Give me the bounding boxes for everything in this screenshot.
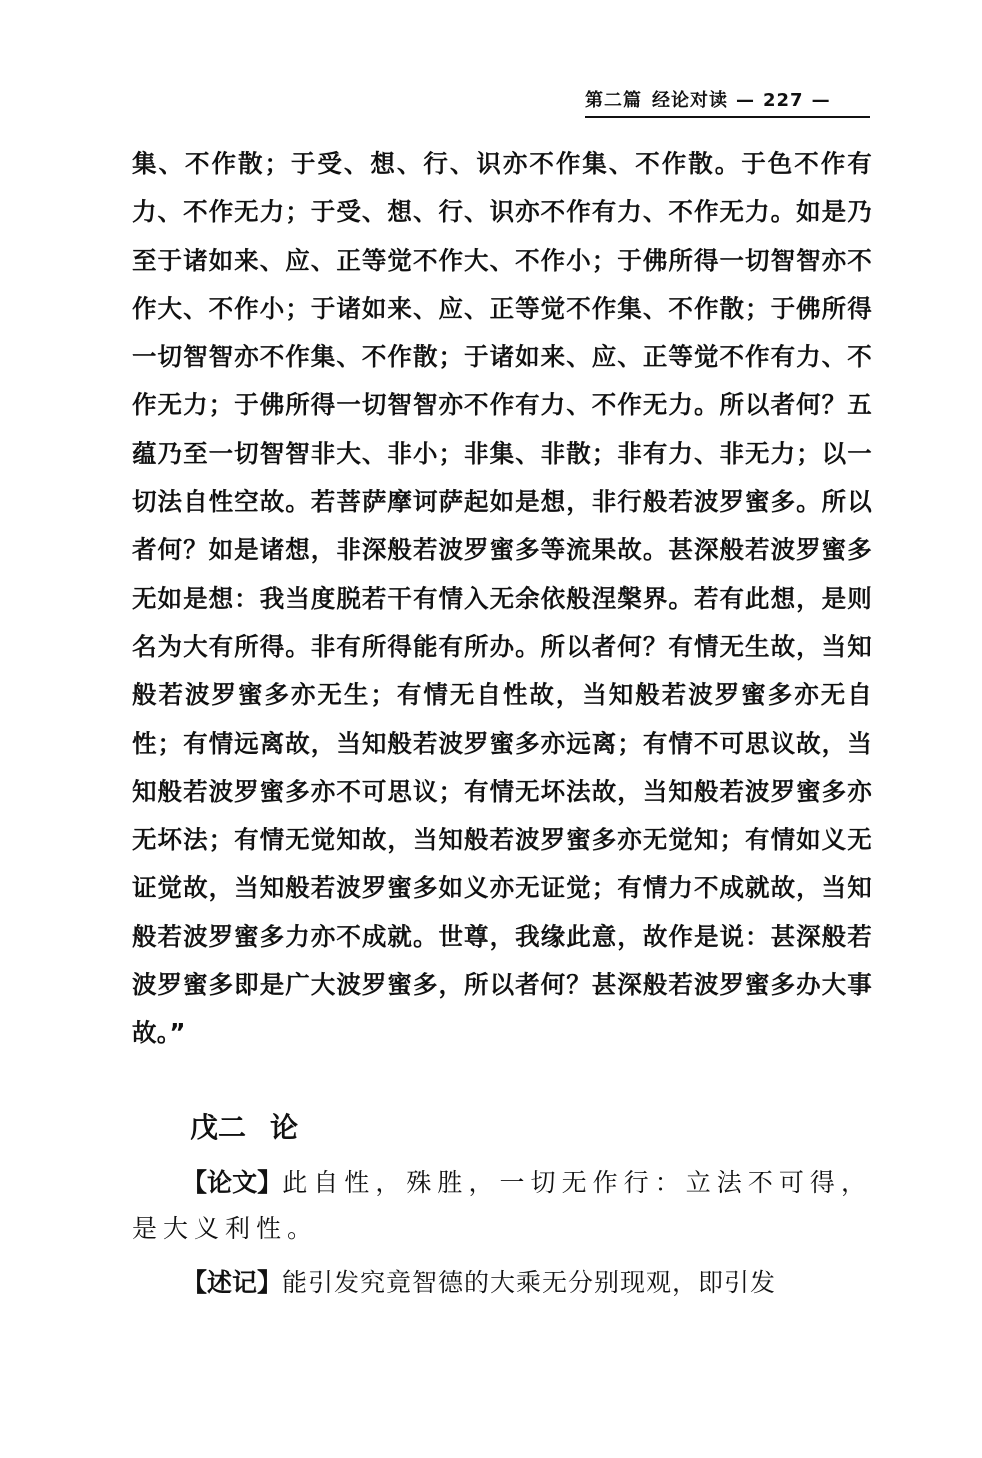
treatise-bracket-label: 【论文】 bbox=[182, 1168, 283, 1197]
treatise-paragraph bbox=[132, 1160, 872, 1252]
header-rule bbox=[585, 116, 870, 118]
commentary-paragraph bbox=[132, 1260, 872, 1306]
section-label: 戊二 bbox=[190, 1111, 247, 1144]
header-part: 第二篇 bbox=[585, 90, 642, 111]
header-dash-right: — bbox=[811, 90, 831, 111]
header-section-title: 经论对读 bbox=[652, 90, 728, 111]
sutra-paragraph: 集、不作散；于受、想、行、识亦不作集、不作散。于色不作有力、不作无力；于受、想、行、识亦不作有力、不作无力。如是乃至于诸如来、应、正等觉不作大、不作小；于佛所得一切智智亦不作大、不作小；于诸如来、应、正等觉不作集、不作散；于佛所得一切智智亦不作集、不作散；于诸如来、应、正等觉不作有力、不作无力；于佛所得一切智智亦不作有力、不作无力。所以者何？五蕴乃至一切智智非大、非小；非集、非散；非有力、非无力；以一切法自性空故。若菩萨摩诃萨起如是想，非行般若波罗蜜多。所以者何？如是诸想，非深般若波罗蜜多等流果故。甚深般若波罗蜜多无如是想：我当度脱若干有情入无余依般涅槃界。若有此想，是则名为大有所得。非有所得能有所办。所以者何？有情无生故，当知般若波罗蜜多亦无生；有情无自性故，当知般若波罗蜜多亦无自性；有情远离故，当知般若波罗蜜多亦远离；有情不可思议故，当知般若波罗蜜多亦不可思议；有情无坏法故，当知般若波罗蜜多亦无坏法；有情无觉知故，当知般若波罗蜜多亦无觉知；有情如义无证觉故，当知般若波罗蜜多如义亦无证觉；有情力不成就故，当知般若波罗蜜多力亦不成就。世尊，我缘此意，故作是说：甚深般若波罗蜜多即是广大波罗蜜多，所以者何？甚深般若波罗蜜多办大事故。” bbox=[132, 149, 872, 1048]
section-heading bbox=[190, 1106, 298, 1150]
page-number: 227 bbox=[763, 90, 804, 111]
commentary-text: 能引发究竟智德的大乘无分别现观，即引发 bbox=[282, 1268, 777, 1297]
treatise-text: 此自性，殊胜，一切无作行：立法不可得，是大义利性。 bbox=[132, 1168, 872, 1243]
section-title: 论 bbox=[270, 1111, 299, 1144]
running-header bbox=[585, 88, 870, 114]
commentary-bracket-label: 【述记】 bbox=[182, 1268, 283, 1297]
header-dash-left: — bbox=[736, 90, 755, 111]
